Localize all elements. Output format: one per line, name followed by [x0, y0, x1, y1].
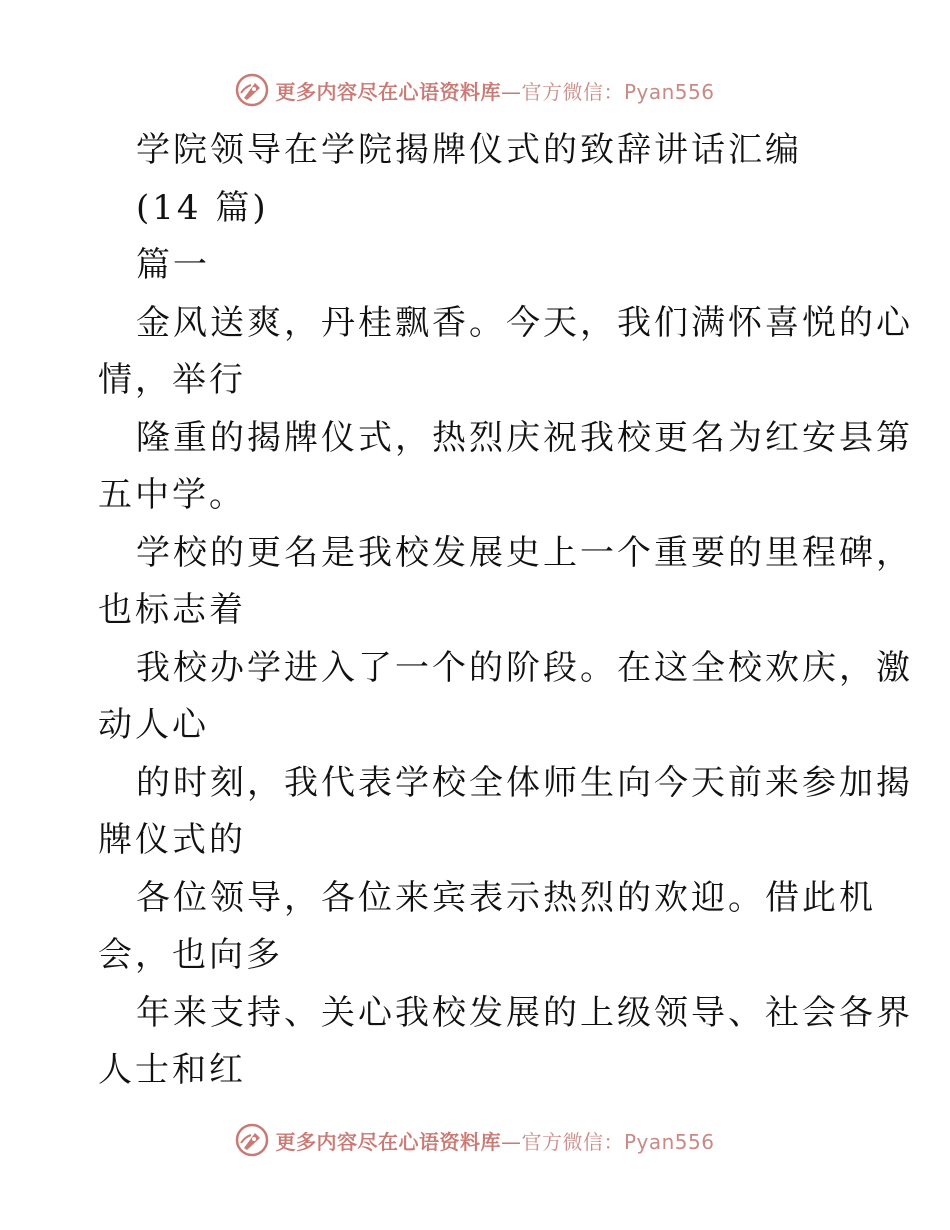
- text-line: 动人心: [98, 705, 209, 745]
- document-title: 学院领导在学院揭牌仪式的致辞讲话汇编: [136, 130, 802, 170]
- text-line: 会，也向多: [98, 935, 283, 975]
- text-line: 金风送爽，丹桂飘香。今天，我们满怀喜悦的心: [136, 302, 913, 343]
- text-line: 我校办学进入了一个的阶段。在这全校欢庆，激: [136, 647, 913, 688]
- text-line: 篇一: [136, 245, 210, 285]
- text-line: 人士和红: [98, 1050, 246, 1090]
- text-line: 情，举行: [98, 360, 246, 400]
- banner-site-name: 更多内容尽在心语资料库: [275, 79, 501, 104]
- banner-separator: —: [500, 1129, 522, 1154]
- text-line: 各位领导，各位来宾表示热烈的欢迎。借此机: [136, 877, 876, 918]
- banner-wechat: 官方微信：Pyan556: [521, 1129, 715, 1154]
- text-line: 年来支持、关心我校发展的上级领导、社会各界: [136, 992, 913, 1033]
- text-line: 牌仪式的: [98, 820, 246, 860]
- banner-separator: —: [500, 79, 522, 104]
- document-body: [98, 122, 913, 1100]
- header-banner: [0, 70, 950, 110]
- text-line: 也标志着: [98, 590, 246, 630]
- text-line: 学校的更名是我校发展史上一个重要的里程碑，: [136, 532, 913, 573]
- banner-text: [275, 1126, 714, 1155]
- banner-site-name: 更多内容尽在心语资料库: [275, 1129, 501, 1154]
- text-line: 五中学。: [98, 475, 246, 515]
- document-subtitle: (14 篇): [136, 187, 269, 228]
- text-line: 隆重的揭牌仪式，热烈庆祝我校更名为红安县第: [136, 417, 913, 458]
- footer-banner: [0, 1120, 950, 1160]
- banner-wechat: 官方微信：Pyan556: [521, 79, 715, 104]
- banner-text: [275, 76, 714, 105]
- pen-nib-logo-icon: [235, 73, 269, 107]
- text-line: 的时刻，我代表学校全体师生向今天前来参加揭: [136, 762, 913, 803]
- pen-nib-logo-icon: [235, 1123, 269, 1157]
